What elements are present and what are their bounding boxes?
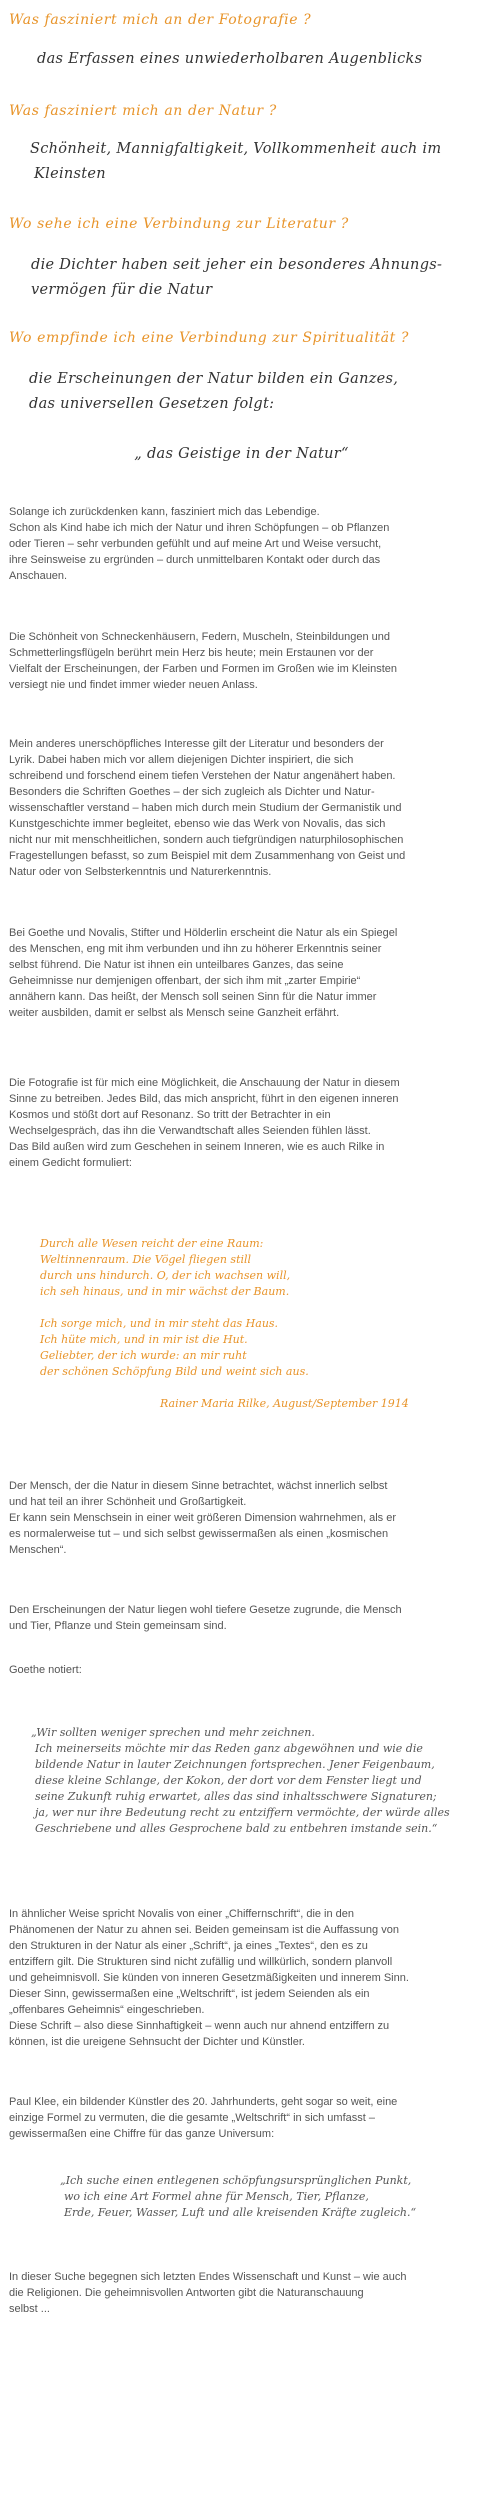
text-line: Sinne zu betreiben. Jedes Bild, das mich anspricht, führt in den eigenen inneren bbox=[9, 1093, 399, 1105]
text-line: einzige Formel zu vermuten, die die gesamte „Weltschrift“ in sich umfasst – bbox=[9, 2112, 375, 2124]
quote-line: seine Zukunft ruhig erwartet, alles das sind inhaltsschwere Signaturen; bbox=[35, 1790, 437, 1803]
klee-quote bbox=[60, 2173, 416, 2221]
text-line: es normalerweise tut – und sich selbst gewissermaßen als einen „kosmischen bbox=[9, 1528, 389, 1540]
text-line: Phänomenen der Natur zu ahnen sei. Beiden gemeinsam ist die Auffassung von bbox=[9, 1924, 399, 1936]
answer-line: das universellen Gesetzen folgt: bbox=[29, 396, 275, 412]
text-line: Geheimnisse nur demjenigen offenbart, der sich ihm mit „zarter Empirie“ bbox=[9, 975, 361, 987]
text-line: annähern kann. Das heißt, der Mensch soll seinen Sinn für die Natur immer bbox=[9, 991, 377, 1003]
question-3: Wo sehe ich eine Verbindung zur Literatur ? bbox=[9, 216, 349, 232]
paragraph-1 bbox=[9, 504, 475, 584]
text-line: In dieser Suche begegnen sich letzten Endes Wissenschaft und Kunst – wie auch bbox=[9, 2271, 407, 2283]
quote-line: Geschriebene und alles Gesprochene bald zu entbehren imstande sein.“ bbox=[35, 1822, 438, 1835]
text-line: und Tier, Pflanze und Stein gemeinsam sind. bbox=[9, 1620, 227, 1632]
text-line: Anschauen. bbox=[9, 570, 68, 582]
closing-paragraph bbox=[9, 2269, 475, 2317]
question-1: Was fasziniert mich an der Fotografie ? bbox=[9, 12, 312, 28]
text-line: Dieser Sinn, gewissermaßen eine „Weltschrift“, ist jedem Seienden als ein bbox=[9, 1988, 370, 2000]
text-line: des Menschen, eng mit ihm verbunden und ihn zu höherer Erkenntnis seiner bbox=[9, 943, 382, 955]
text-line: Mein anderes unerschöpfliches Interesse gilt der Literatur und besonders der bbox=[9, 738, 384, 750]
text-line: Natur oder von Selbsterkenntnis und Naturerkenntnis. bbox=[9, 866, 272, 878]
text-line: ihre Seinsweise zu ergründen – durch unmittelbaren Kontakt oder durch das bbox=[9, 554, 381, 566]
text-line: den Strukturen in der Natur als einer „Schrift“, ja eines „Textes“, den es zu bbox=[9, 1940, 368, 1952]
text-line: wissenschaftler verstand – haben mich durch mein Studium der Germanistik und bbox=[9, 802, 402, 814]
motto: „ das Geistige in der Natur“ bbox=[134, 446, 349, 462]
poem-line: ich seh hinaus, und in mir wächst der Baum. bbox=[40, 1285, 290, 1298]
poem-line: Ich hüte mich, und in mir ist die Hut. bbox=[40, 1333, 248, 1346]
quote-line: ja, wer nur ihre Bedeutung recht zu entziffern vermöchte, der würde alles bbox=[35, 1806, 450, 1819]
text-line: Den Erscheinungen der Natur liegen wohl tiefere Gesetze zugrunde, die Mensch bbox=[9, 1604, 402, 1616]
poem-line: der schönen Schöpfung Bild und weint sich aus. bbox=[40, 1365, 309, 1378]
text-line: Diese Schrift – also diese Sinnhaftigkeit – wenn auch nur ahnend entziffern zu bbox=[9, 2020, 390, 2032]
paragraph-9 bbox=[9, 1906, 475, 2050]
text-line: Vielfalt der Erscheinungen, der Farben und Formen im Großen wie im Kleinsten bbox=[9, 663, 398, 675]
text-line: Das Bild außen wird zum Geschehen in seinem Inneren, wie es auch Rilke in bbox=[9, 1141, 385, 1153]
quote-line: wo ich eine Art Formel ahne für Mensch, Tier, Pflanze, bbox=[64, 2190, 369, 2203]
poem-line: Durch alle Wesen reicht der eine Raum: bbox=[40, 1237, 264, 1250]
quote-line: „Ich suche einen entlegenen schöpfungsursprünglichen Punkt, bbox=[60, 2174, 412, 2187]
quote-line: „Wir sollten weniger sprechen und mehr zeichnen. bbox=[31, 1726, 315, 1739]
quote-line: Erde, Feuer, Wasser, Luft und alle kreisenden Kräfte zugleich.“ bbox=[64, 2206, 417, 2219]
text-line: versiegt nie und findet immer wieder neuen Anlass. bbox=[9, 679, 258, 691]
text-line: Paul Klee, ein bildender Künstler des 20. Jahrhunderts, geht sogar so weit, eine bbox=[9, 2096, 398, 2108]
text-line: Kosmos und stößt dort auf Resonanz. So tritt der Betrachter in ein bbox=[9, 1109, 331, 1121]
text-line: Solange ich zurückdenken kann, fasziniert mich das Lebendige. bbox=[9, 506, 320, 518]
poem-credit: Rainer Maria Rilke, August/September 1914 bbox=[160, 1397, 409, 1410]
paragraph-8 bbox=[9, 1662, 475, 1678]
text-line: Kunstgeschichte immer begleitet, ebenso wie das Werk von Novalis, das sich bbox=[9, 818, 386, 830]
text-line: Der Mensch, der die Natur in diesem Sinne betrachtet, wächst innerlich selbst bbox=[9, 1480, 388, 1492]
question-2: Was fasziniert mich an der Natur ? bbox=[9, 103, 277, 119]
paragraph-7 bbox=[9, 1602, 475, 1634]
text-line: Fragestellungen befasst, so zum Beispiel mit dem Zusammenhang von Geist und bbox=[9, 850, 406, 862]
answer-line: vermögen für die Natur bbox=[31, 282, 213, 298]
quote-line: diese kleine Schlange, der Kokon, der dort vor dem Fenster liegt und bbox=[35, 1774, 422, 1787]
text-line: schreibend und forschend einem tiefen Verstehen der Natur angenähert haben. bbox=[9, 770, 396, 782]
poem-line: durch uns hindurch. O, der ich wachsen will, bbox=[40, 1269, 291, 1282]
quote-line: bildende Natur in lauter Zeichnungen fortsprechen. Jener Feigenbaum, bbox=[35, 1758, 435, 1771]
text-line: Schmetterlingsflügeln berührt mein Herz bis heute; mein Erstaunen vor der bbox=[9, 647, 374, 659]
text-line: Wechselgespräch, das ihn die Verwandtschaft alles Seienden fühlen lässt. bbox=[9, 1125, 371, 1137]
stanza-gap bbox=[40, 1300, 309, 1316]
paragraph-5 bbox=[9, 1075, 475, 1171]
text-line: Schon als Kind habe ich mich der Natur und ihren Schöpfungen – ob Pflanzen bbox=[9, 522, 390, 534]
text-line: Die Fotografie ist für mich eine Möglichkeit, die Anschauung der Natur in diesem bbox=[9, 1077, 400, 1089]
text-line: nicht nur mit menschheitlichen, sondern auch tiefgründigen naturphilosophischen bbox=[9, 834, 404, 846]
text-line: Lyrik. Dabei haben mich vor allem diejenigen Dichter inspiriert, die sich bbox=[9, 754, 354, 766]
answer-1 bbox=[37, 47, 422, 72]
text-line: einem Gedicht formuliert: bbox=[9, 1157, 132, 1169]
answer-2 bbox=[30, 137, 441, 187]
paragraph-2 bbox=[9, 629, 475, 693]
paragraph-10 bbox=[9, 2094, 475, 2142]
text-line: Bei Goethe und Novalis, Stifter und Hölderlin erscheint die Natur als ein Spiegel bbox=[9, 927, 398, 939]
text-line: und geheimnisvoll. Sie künden von inneren Gesetzmäßigkeiten und innerem Sinn. bbox=[9, 1972, 409, 1984]
text-line: Menschen“. bbox=[9, 1544, 67, 1556]
rilke-poem bbox=[40, 1236, 309, 1380]
text-line: entziffern gilt. Die Strukturen sind nicht zufällig und willkürlich, sondern planvoll bbox=[9, 1956, 393, 1968]
answer-line: das Erfassen eines unwiederholbaren Augenblicks bbox=[37, 51, 423, 67]
text-line: weiter ausbilden, damit er selbst als Mensch seine Ganzheit erfährt. bbox=[9, 1007, 340, 1019]
answer-line: die Erscheinungen der Natur bilden ein Ganzes, bbox=[29, 371, 399, 387]
text-line: Die Schönheit von Schneckenhäusern, Federn, Muscheln, Steinbildungen und bbox=[9, 631, 390, 643]
text-line: können, ist die ureigene Sehnsucht der Dichter und Künstler. bbox=[9, 2036, 305, 2048]
text-line: „offenbares Geheimnis“ eingeschrieben. bbox=[9, 2004, 205, 2016]
text-line: gewissermaßen eine Chiffre für das ganze Universum: bbox=[9, 2128, 275, 2140]
text-line: oder Tieren – sehr verbunden gefühlt und auf meine Art und Weise versucht, bbox=[9, 538, 382, 550]
text-line: Er kann sein Menschsein in einer weit größeren Dimension wahrnehmen, als er bbox=[9, 1512, 397, 1524]
poem-line: Ich sorge mich, und in mir steht das Haus. bbox=[40, 1317, 279, 1330]
answer-line: die Dichter haben seit jeher ein besonderes Ahnungs- bbox=[31, 257, 443, 273]
answer-line: Kleinsten bbox=[34, 166, 106, 182]
poem-line: Geliebter, der ich wurde: an mir ruht bbox=[40, 1349, 247, 1362]
text-line: selbst ... bbox=[9, 2303, 50, 2315]
text-line: Goethe notiert: bbox=[9, 1664, 82, 1676]
poem-line: Weltinnenraum. Die Vögel fliegen still bbox=[40, 1253, 252, 1266]
text-line: selbst führend. Die Natur ist ihnen ein unteilbares Ganzes, das seine bbox=[9, 959, 344, 971]
text-line: die Religionen. Die geheimnisvollen Antworten gibt die Naturanschauung bbox=[9, 2287, 364, 2299]
text-line: Besonders die Schriften Goethes – der sich zugleich als Dichter und Natur- bbox=[9, 786, 375, 798]
goethe-quote bbox=[31, 1725, 450, 1837]
paragraph-6 bbox=[9, 1478, 475, 1558]
answer-4 bbox=[29, 367, 398, 417]
text-line: und hat teil an ihrer Schönheit und Großartigkeit. bbox=[9, 1496, 247, 1508]
paragraph-4 bbox=[9, 925, 475, 1021]
answer-line: Schönheit, Mannigfaltigkeit, Vollkommenheit auch im bbox=[30, 141, 442, 157]
text-line: In ähnlicher Weise spricht Novalis von einer „Chiffernschrift“, die in den bbox=[9, 1908, 355, 1920]
quote-line: Ich meinerseits möchte mir das Reden ganz abgewöhnen und wie die bbox=[35, 1742, 423, 1755]
answer-3 bbox=[31, 253, 442, 303]
question-4: Wo empfinde ich eine Verbindung zur Spiritualität ? bbox=[9, 330, 410, 346]
paragraph-3 bbox=[9, 736, 475, 880]
